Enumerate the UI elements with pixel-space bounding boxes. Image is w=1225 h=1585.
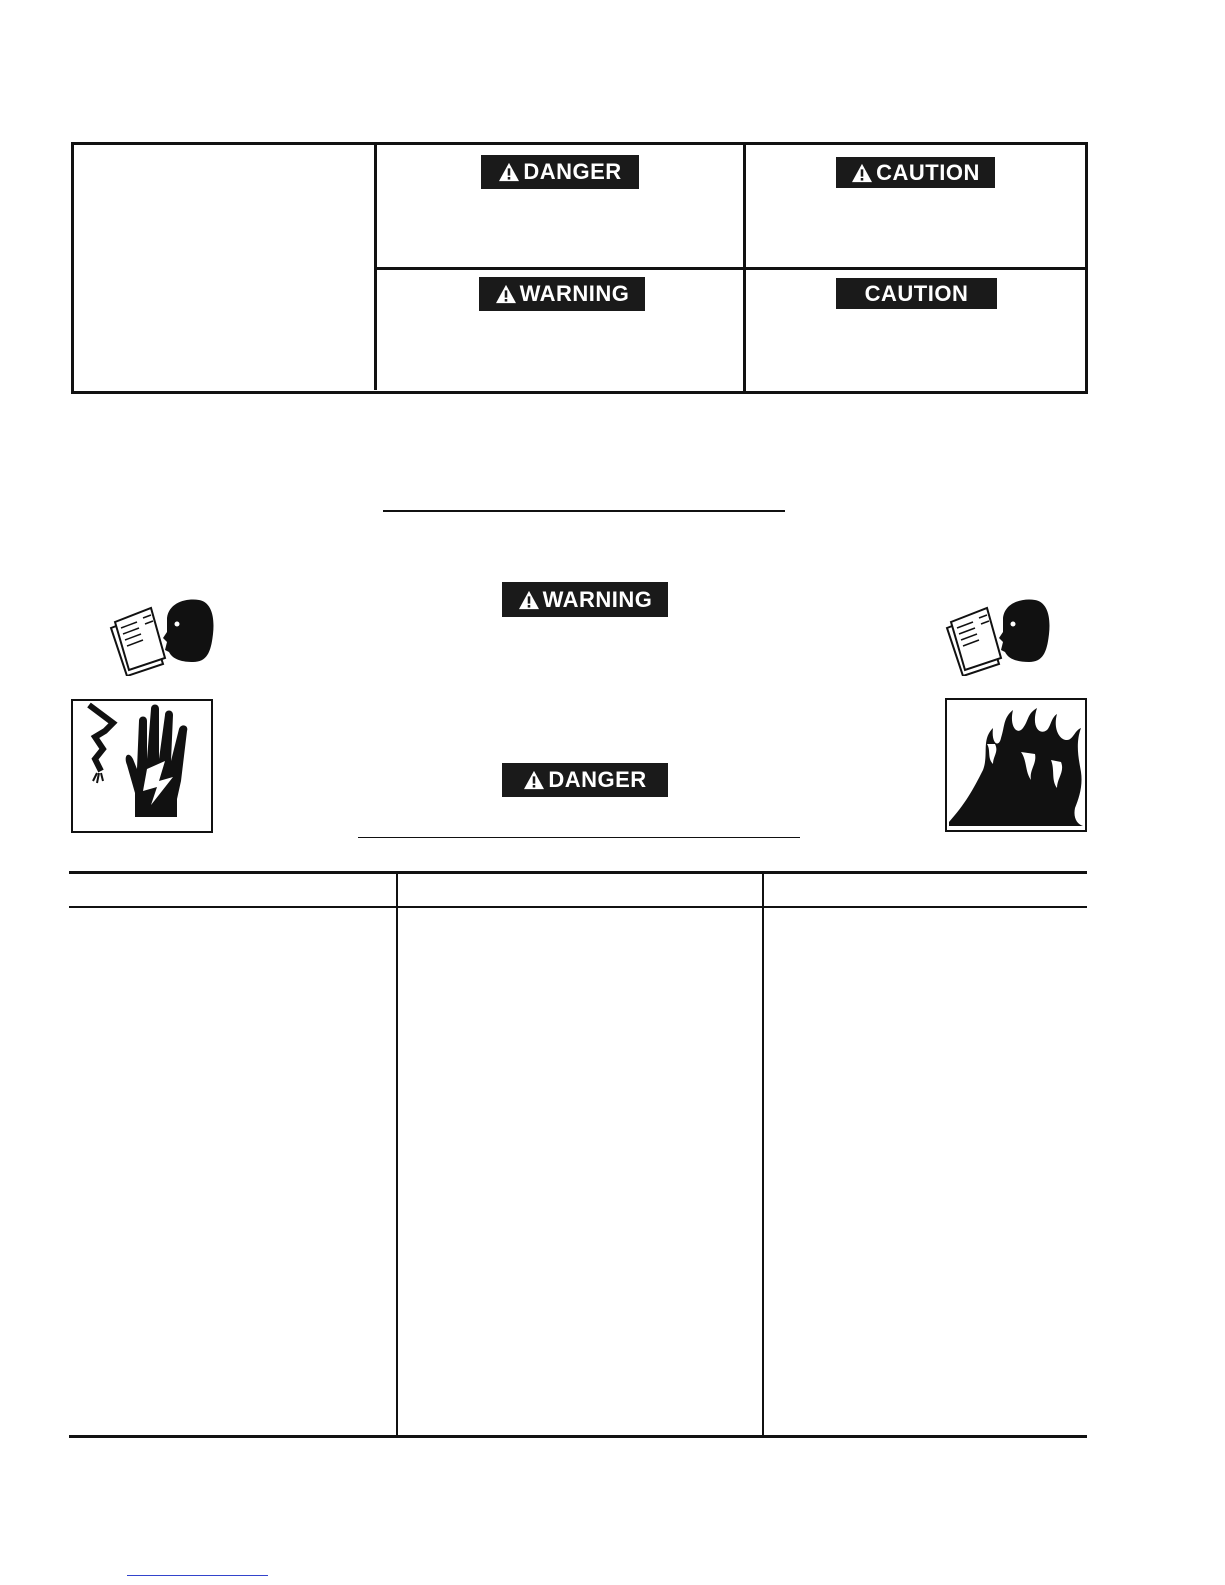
legend-divider-row (374, 267, 1088, 270)
read-manual-icon (943, 598, 1051, 676)
danger-label-text: DANGER (523, 159, 622, 184)
fire-hazard-icon (945, 698, 1087, 832)
legend-divider-left (374, 142, 377, 390)
alert-triangle-icon (523, 770, 545, 790)
danger-signal-label (481, 155, 639, 189)
center-danger-signal-label (502, 763, 668, 797)
column-table-divider-right (762, 873, 764, 1437)
center-block-bottom-rule (358, 837, 800, 838)
caution-alert-signal-label (836, 157, 995, 188)
warning-label-text: WARNING (519, 281, 630, 306)
read-manual-icon (107, 598, 215, 676)
caution-alert-label-text: CAUTION (876, 159, 980, 185)
column-table-divider-left (396, 873, 398, 1437)
footer-link-underline[interactable] (127, 1575, 268, 1576)
alert-triangle-icon (518, 590, 540, 610)
alert-triangle-icon (498, 162, 520, 182)
center-danger-label-text: DANGER (548, 767, 647, 792)
column-table-bottom-rule (69, 1435, 1087, 1438)
section-heading-rule (383, 510, 785, 512)
center-warning-label-text: WARNING (542, 586, 653, 612)
center-warning-signal-label (502, 582, 668, 617)
column-table-top-rule (69, 871, 1087, 874)
electric-shock-icon (71, 699, 213, 833)
column-table-header-rule (69, 906, 1087, 908)
caution-plain-signal-label (836, 278, 997, 309)
alert-triangle-icon (495, 284, 517, 304)
alert-triangle-icon (851, 163, 873, 183)
caution-plain-label-text: CAUTION (864, 280, 969, 306)
warning-signal-label (479, 277, 645, 311)
